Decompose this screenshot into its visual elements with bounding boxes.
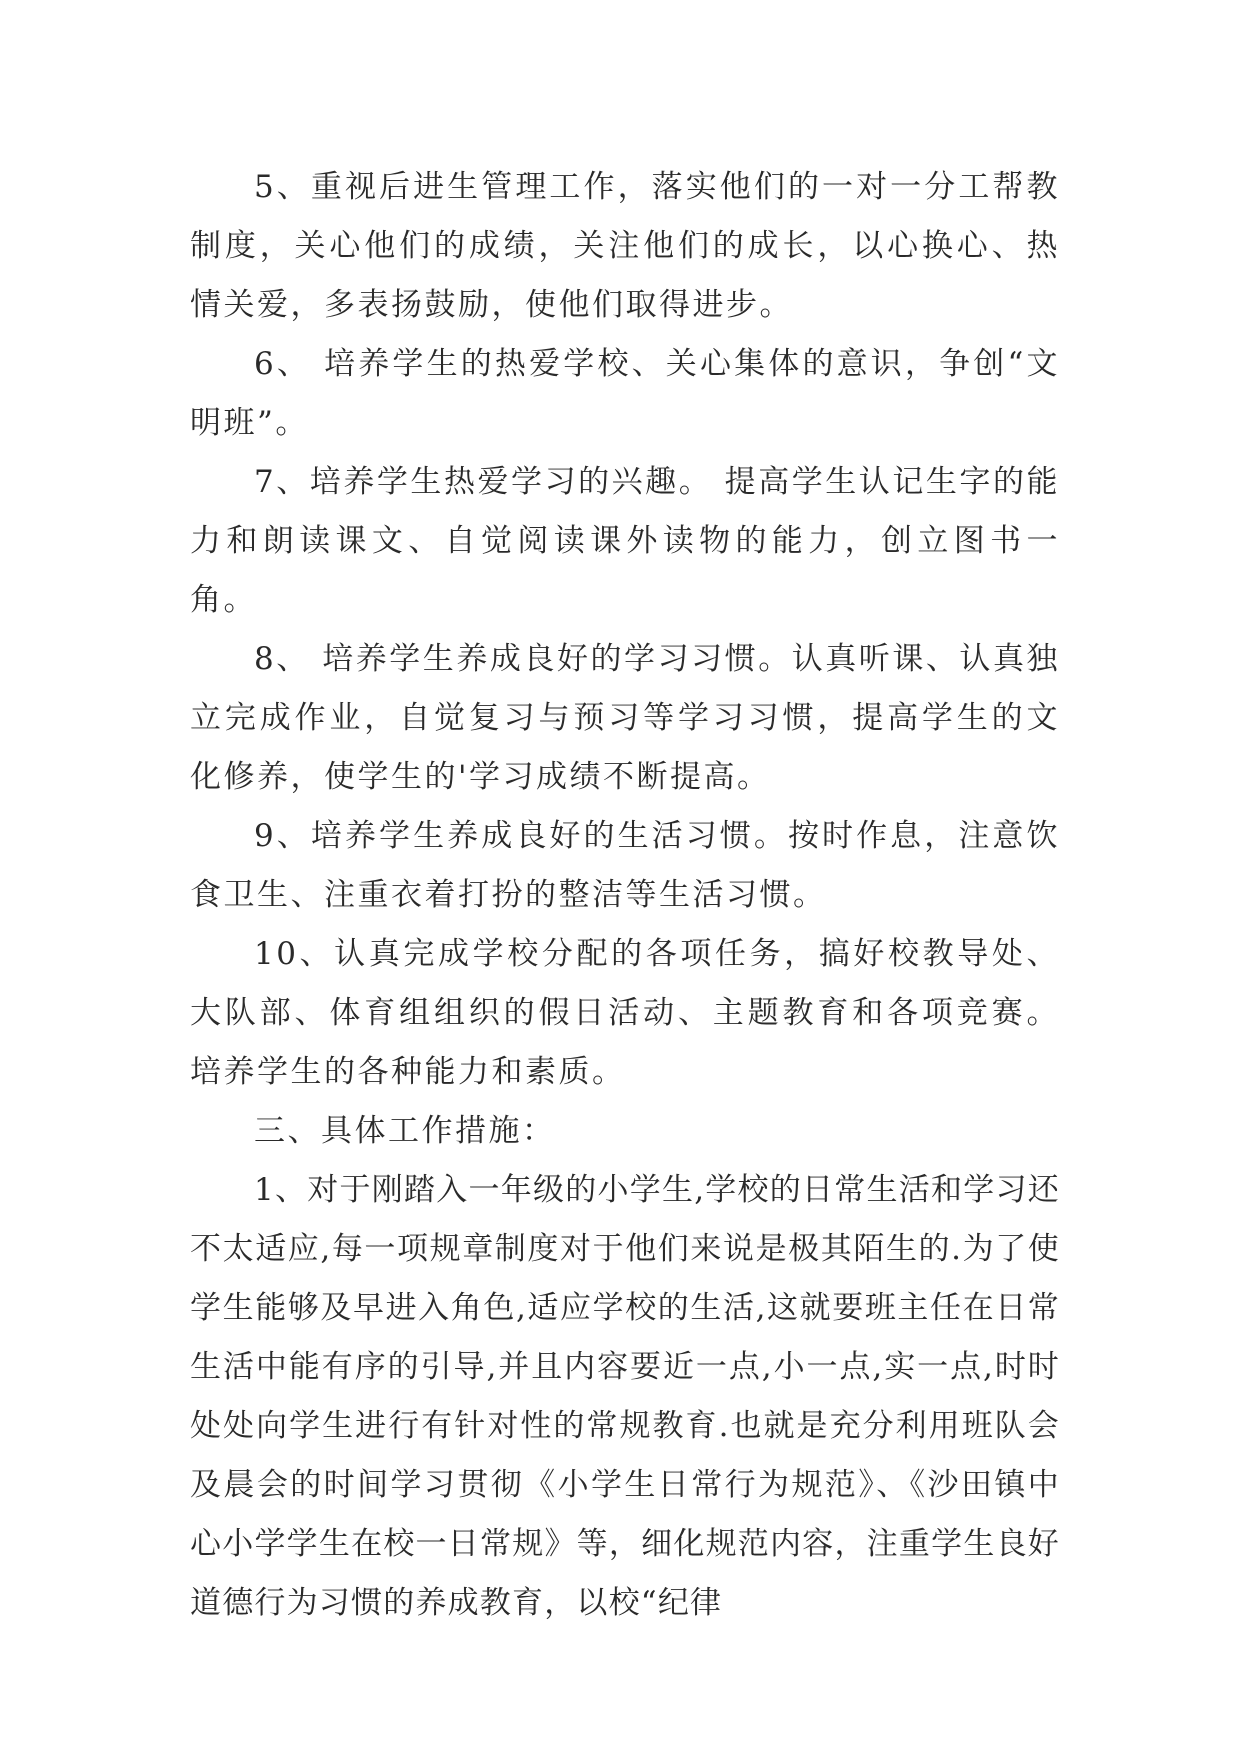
paragraph-measure-1: 1、对于刚踏入一年级的小学生,学校的日常生活和学习还不太适应,每一项规章制度对于他们来说是极其陌生的.为了使学生能够及早进入角色,适应学校的生活,这就要班主任在日常生活中能有序的引导,并且内容要近一点,小一点,实一点,时时处处向学生进行有针对性的常规教育.也就是充分利用班队会及晨会的时间学习贯彻《小学生日常行为规范》、《沙田镇中心小学学生在校一日常规》等，细化规范内容，注重学生良好道德行为习惯的养成教育，以校“纪律 <box>190 1172 1060 1621</box>
paragraph-item-8: 8、 培养学生养成良好的学习习惯。认真听课、认真独立完成作业，自觉复习与预习等学习习惯，提高学生的文化修养，使学生的'学习成绩不断提高。 <box>190 641 1060 795</box>
paragraph-item-5: 5、重视后进生管理工作，落实他们的一对一分工帮教制度，关心他们的成绩，关注他们的成长，以心换心、热情关爱，多表扬鼓励，使他们取得进步。 <box>190 169 1060 323</box>
paragraph-item-7: 7、培养学生热爱学习的兴趣。 提高学生认记生字的能力和朗读课文、自觉阅读课外读物的能力，创立图书一角。 <box>190 464 1060 618</box>
section-heading-measures: 三、具体工作措施： <box>254 1113 556 1149</box>
document-body <box>190 158 1060 1633</box>
paragraph-item-10: 10、认真完成学校分配的各项任务，搞好校教导处、大队部、体育组组织的假日活动、主题教育和各项竞赛。培养学生的各种能力和素质。 <box>190 936 1060 1090</box>
paragraph-item-9: 9、培养学生养成良好的生活习惯。按时作息，注意饮食卫生、注重衣着打扮的整洁等生活习惯。 <box>190 818 1060 913</box>
paragraph-item-6: 6、 培养学生的热爱学校、关心集体的意识，争创“文明班”。 <box>190 346 1060 441</box>
